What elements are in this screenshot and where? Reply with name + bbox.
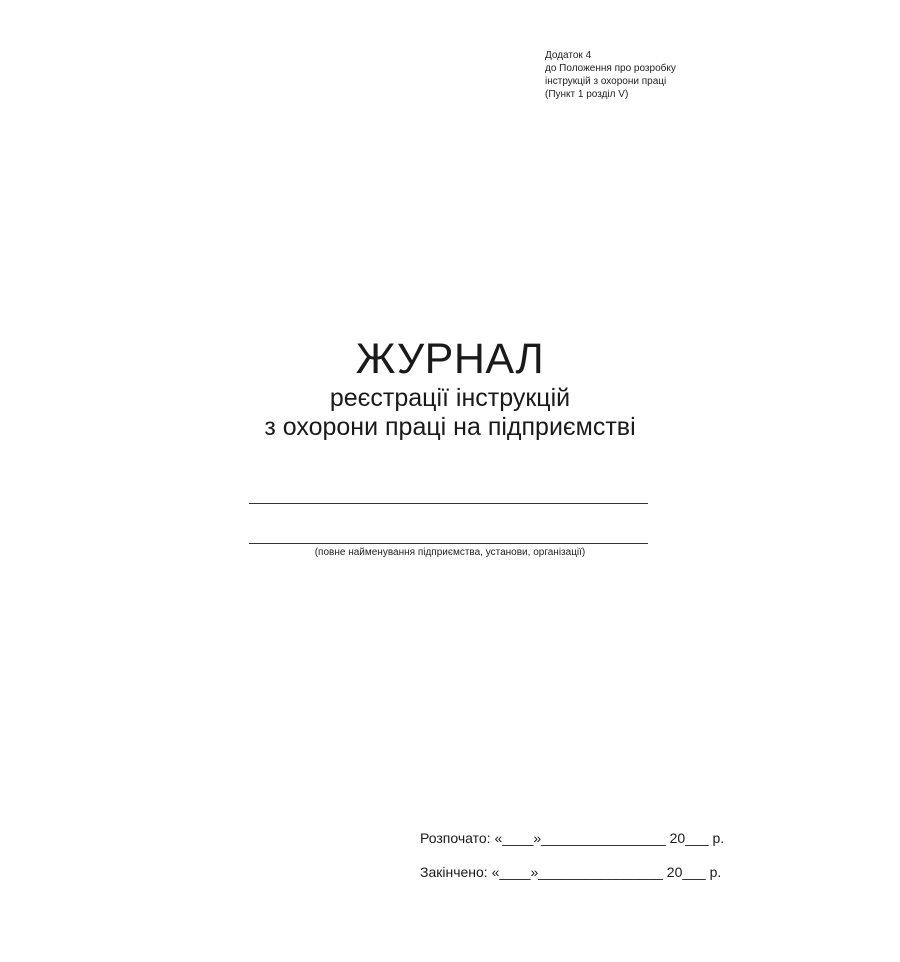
finished-date-row	[420, 863, 721, 881]
started-date-blank: «____»________________ 20___ р.	[494, 830, 725, 846]
journal-subtitle-line-1: реєстрації інструкцій	[329, 384, 571, 412]
organization-name-line-1	[249, 503, 648, 504]
started-date-row	[420, 829, 724, 847]
appendix-note	[545, 49, 745, 101]
organization-name-line-2	[249, 543, 648, 544]
journal-title: ЖУРНАЛ	[355, 335, 545, 383]
appendix-line-4: (Пункт 1 розділ V)	[545, 89, 629, 100]
appendix-line-3: інструкцій з охорони праці	[545, 76, 667, 87]
title-block	[0, 334, 900, 442]
appendix-line-1: Додаток 4	[545, 50, 592, 61]
finished-date-blank: «____»________________ 20___ р.	[491, 864, 722, 880]
appendix-line-2: до Положення про розробку	[545, 63, 676, 74]
started-label: Розпочато:	[420, 830, 491, 846]
organization-caption: (повне найменування підприємства, установи, організації)	[314, 547, 586, 558]
finished-label: Закінчено:	[420, 864, 488, 880]
journal-subtitle-line-2: з охорони праці на підприємстві	[264, 413, 636, 441]
